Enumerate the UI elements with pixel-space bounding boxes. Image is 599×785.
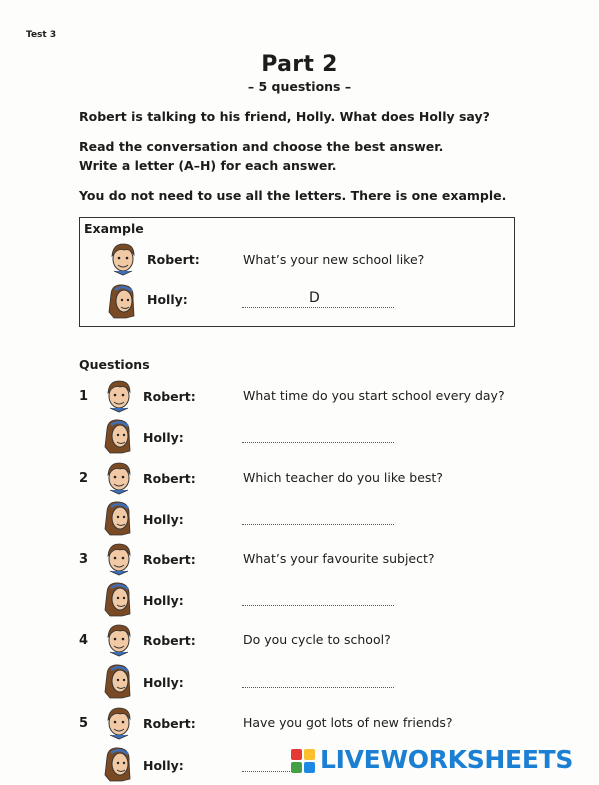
holly-label: Holly: bbox=[143, 430, 184, 445]
robert-question: Do you cycle to school? bbox=[243, 632, 391, 647]
robert-label: Robert: bbox=[143, 552, 196, 567]
holly-label: Holly: bbox=[143, 593, 184, 608]
instruction-write: Write a letter (A–H) for each answer. bbox=[79, 158, 337, 173]
holly-face-icon bbox=[102, 580, 134, 618]
example-holly-label: Holly: bbox=[147, 292, 188, 307]
answer-field-1[interactable] bbox=[242, 442, 394, 443]
example-heading: Example bbox=[84, 221, 144, 236]
question-number: 5 bbox=[79, 716, 89, 731]
robert-label: Robert: bbox=[143, 633, 196, 648]
question-number: 3 bbox=[79, 552, 89, 567]
question-number: 2 bbox=[79, 471, 89, 486]
holly-label: Holly: bbox=[143, 512, 184, 527]
robert-label: Robert: bbox=[143, 389, 196, 404]
robert-question: Have you got lots of new friends? bbox=[243, 715, 453, 730]
liveworksheets-logo-icon bbox=[290, 748, 316, 774]
watermark-text: LIVEWORKSHEETS bbox=[320, 745, 574, 774]
holly-face-icon bbox=[102, 499, 134, 537]
holly-face-icon bbox=[102, 662, 134, 700]
example-robert-question: What’s your new school like? bbox=[243, 252, 425, 267]
liveworksheets-watermark[interactable] bbox=[290, 745, 590, 777]
instruction-intro: Robert is talking to his friend, Holly. What does Holly say? bbox=[79, 109, 490, 124]
part-title: Part 2 bbox=[261, 52, 338, 77]
example-box bbox=[79, 217, 515, 327]
robert-face-icon bbox=[104, 540, 134, 576]
answer-field-4[interactable] bbox=[242, 687, 394, 688]
robert-question: What time do you start school every day? bbox=[243, 388, 505, 403]
part-subtitle: – 5 questions – bbox=[247, 79, 352, 94]
robert-face-icon bbox=[104, 621, 134, 657]
instruction-read: Read the conversation and choose the best answer. bbox=[79, 139, 444, 154]
question-number: 4 bbox=[79, 633, 89, 648]
question-number: 1 bbox=[79, 389, 89, 404]
robert-label: Robert: bbox=[143, 471, 196, 486]
questions-heading: Questions bbox=[79, 357, 150, 372]
answer-field-2[interactable] bbox=[242, 524, 394, 525]
example-answer: D bbox=[309, 290, 320, 306]
robert-question: Which teacher do you like best? bbox=[243, 470, 443, 485]
robert-face-icon bbox=[104, 459, 134, 495]
robert-face-icon bbox=[104, 377, 134, 413]
holly-label: Holly: bbox=[143, 675, 184, 690]
holly-face-icon bbox=[102, 745, 134, 783]
holly-label: Holly: bbox=[143, 758, 184, 773]
holly-face-icon bbox=[106, 282, 138, 320]
robert-face-icon bbox=[108, 240, 138, 276]
test-label: Test 3 bbox=[26, 30, 57, 40]
robert-face-icon bbox=[104, 704, 134, 740]
example-robert-label: Robert: bbox=[147, 252, 200, 267]
robert-label: Robert: bbox=[143, 716, 196, 731]
instruction-letters: You do not need to use all the letters. There is one example. bbox=[79, 188, 507, 203]
holly-face-icon bbox=[102, 417, 134, 455]
example-answer-line bbox=[242, 307, 394, 308]
robert-question: What’s your favourite subject? bbox=[243, 551, 435, 566]
answer-field-3[interactable] bbox=[242, 605, 394, 606]
